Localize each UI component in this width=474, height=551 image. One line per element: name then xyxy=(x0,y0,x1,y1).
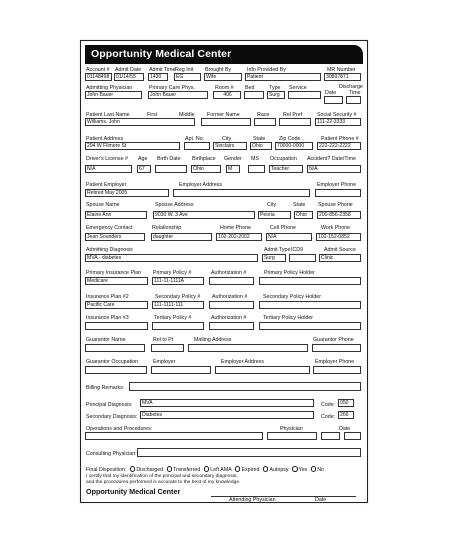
icd9-field[interactable] xyxy=(289,254,316,262)
secondary-holder-field[interactable] xyxy=(259,301,361,309)
age-label: Age xyxy=(138,156,148,162)
discharge-time-label: Time xyxy=(349,90,361,96)
emergency-contact-field[interactable]: Jean Sounders xyxy=(85,233,145,241)
type-field[interactable]: Surg xyxy=(267,91,285,99)
employer-address-label: Employer Address xyxy=(179,182,222,188)
admit-type-field[interactable]: Surg xyxy=(262,254,286,262)
account-label: Account # xyxy=(86,67,110,73)
apt-label: Apt. No. xyxy=(185,136,205,142)
home-phone-label: Home Phone xyxy=(220,225,251,231)
relationship-label: Relationship xyxy=(152,225,182,231)
guarantor-name-field[interactable] xyxy=(85,344,145,352)
rel-to-pt-label: Rel to Pt xyxy=(153,337,174,343)
discharge-date-label: Date xyxy=(325,90,337,96)
primary-auth-field[interactable] xyxy=(209,277,254,285)
ssn-field[interactable]: 111-22-3333 xyxy=(315,118,361,126)
middle-name-label: Middle xyxy=(179,112,195,118)
tertiary-policy-label: Tertiary Policy # xyxy=(154,315,192,321)
service-field[interactable] xyxy=(288,91,321,99)
secondary-diagnosis-field[interactable]: Diabetes xyxy=(140,411,314,419)
disposition-row xyxy=(86,466,324,473)
service-label: Service xyxy=(289,85,307,91)
home-phone-field[interactable]: 102-202-2002 xyxy=(216,233,262,241)
principal-code-label: Code: xyxy=(321,402,336,408)
drivers-license-label: Driver's License # xyxy=(86,156,128,162)
yes-radio[interactable] xyxy=(292,466,298,472)
guarantor-employer-label: Employer xyxy=(153,359,176,365)
operations-date-label: Date xyxy=(339,426,351,432)
patient-employer-field[interactable]: Retired May 2005 xyxy=(85,189,169,197)
yes-option: Yes xyxy=(298,467,308,473)
emergency-contact-label: Emergency Contact xyxy=(86,225,133,231)
guarantor-employer-phone-field[interactable] xyxy=(313,366,361,374)
spouse-state-label: State xyxy=(293,202,306,208)
work-phone-label: Work Phone xyxy=(321,225,351,231)
spouse-state-field[interactable]: Ohio xyxy=(294,211,313,219)
billing-remarks-field[interactable] xyxy=(129,382,361,391)
accident-field[interactable]: N/A xyxy=(307,165,361,173)
first-name-label: First xyxy=(147,112,158,118)
employer-address-field[interactable] xyxy=(173,189,310,197)
guarantor-employer-field[interactable] xyxy=(151,366,211,374)
discharge-label: Discharge xyxy=(339,84,363,90)
age-field[interactable]: 67 xyxy=(137,165,151,173)
patient-phone-label: Patient Phone # xyxy=(321,136,359,142)
birthplace-field[interactable]: Ohio xyxy=(191,165,221,173)
bed-label: Bed xyxy=(245,85,255,91)
admit-time-label: Admit Time xyxy=(149,67,176,73)
footer-org-name: Opportunity Medical Center xyxy=(86,487,181,496)
billing-remarks-label: Billing Remarks: xyxy=(86,385,125,391)
attending-physician-label: Attending Physician xyxy=(229,497,276,503)
operations-date-field[interactable] xyxy=(321,432,340,440)
patient-name-field[interactable]: Williams, John xyxy=(85,118,195,126)
birthplace-label: Birthplace xyxy=(192,156,216,162)
info-provided-label: Info Provided By xyxy=(247,67,286,73)
principal-diagnosis-label: Principal Diagnosis: xyxy=(86,402,133,408)
tertiary-holder-field[interactable] xyxy=(259,322,361,330)
ms-label: MS xyxy=(251,156,259,162)
mr-number-label: MR Number xyxy=(327,67,356,73)
rel-pref-field[interactable] xyxy=(279,118,311,126)
admit-date-field[interactable]: 01/14/55 xyxy=(114,73,144,81)
former-name-label: Former Name xyxy=(207,112,240,118)
occupation-label: Occupation xyxy=(270,156,297,162)
discharged-option: Discharged xyxy=(136,467,164,473)
autopsy-option: Autopsy xyxy=(269,467,289,473)
guarantor-occupation-field[interactable] xyxy=(85,366,147,374)
insurance-3-label: Insurance Plan #3 xyxy=(86,315,129,321)
principal-diagnosis-field[interactable]: MVA xyxy=(140,399,314,407)
patient-phone-field[interactable]: 222-222-2222 xyxy=(317,142,361,150)
signature-date-label: Date xyxy=(315,497,327,503)
insurance-2-field[interactable]: Pacific Care xyxy=(85,301,148,309)
brought-by-label: Brought By xyxy=(205,67,232,73)
secondary-policy-field[interactable]: 111-1111-111 xyxy=(152,301,204,309)
expired-radio[interactable] xyxy=(235,466,241,472)
discharged-radio[interactable] xyxy=(130,466,136,472)
spouse-phone-label: Spouse Phone xyxy=(318,202,353,208)
guarantor-occupation-label: Guarantor Occupation xyxy=(86,359,139,365)
spouse-city-label: City xyxy=(267,202,277,208)
guarantor-phone-field[interactable] xyxy=(312,344,361,352)
admit-time-field[interactable]: 1430 xyxy=(148,73,168,81)
brought-by-field[interactable]: Wife xyxy=(204,73,242,81)
city-field[interactable]: Sinclairs xyxy=(213,142,247,150)
room-field[interactable]: 406 xyxy=(213,91,241,99)
admit-date-label: Admit Date xyxy=(115,67,142,73)
account-field[interactable]: 01148498 xyxy=(85,73,112,81)
principal-code-field[interactable]: 050 xyxy=(338,399,354,407)
patient-employer-label: Patient Employer xyxy=(86,182,127,188)
patient-address-label: Patient Address xyxy=(86,136,124,142)
spouse-address-label: Spouse Address xyxy=(155,202,194,208)
zip-label: Zip Code xyxy=(279,136,301,142)
operations-date-field-2[interactable] xyxy=(344,432,361,440)
no-option: No xyxy=(317,467,324,473)
left-ama-option: Left AMA xyxy=(210,467,232,473)
gender-label: Gender xyxy=(224,156,242,162)
primary-insurance-field[interactable]: Medicare xyxy=(85,277,148,285)
secondary-holder-label: Secondary Policy Holder xyxy=(263,294,321,300)
bed-field[interactable] xyxy=(244,91,264,99)
consulting-physician-label: Consulting Physician: xyxy=(86,451,137,457)
disposition-label: Final Disposition: xyxy=(86,467,127,473)
admit-source-label: Admit Source xyxy=(324,247,356,253)
operations-field[interactable] xyxy=(85,432,263,440)
spouse-name-field[interactable]: Elaine Ann xyxy=(85,211,147,219)
primary-insurance-label: Primary Insurance Plan xyxy=(86,270,142,276)
primary-policy-field[interactable]: 111-11-1111A xyxy=(152,277,204,285)
admit-source-field[interactable]: Clinic xyxy=(319,254,361,262)
room-label: Room # xyxy=(215,85,234,91)
reg-init-label: Reg Init xyxy=(175,67,194,73)
ms-field[interactable] xyxy=(248,165,265,173)
expired-option: Expired xyxy=(241,467,260,473)
admitting-physician-label: Admitting Physician xyxy=(86,85,133,91)
mailing-address-field[interactable] xyxy=(188,344,308,352)
certify-line-1: I certify that my identification of the principal and secondary diagnosis, xyxy=(86,474,238,479)
birth-date-label: Birth Date xyxy=(157,156,181,162)
insurance-3-field[interactable] xyxy=(85,322,148,330)
mr-number-field[interactable]: 30897871 xyxy=(324,73,361,81)
former-name-field[interactable] xyxy=(201,118,251,126)
apt-field[interactable] xyxy=(184,142,210,150)
tertiary-auth-label: Authorization # xyxy=(211,315,247,321)
admitting-physician-field[interactable]: John Bauer xyxy=(85,91,142,99)
rel-to-pt-field[interactable] xyxy=(151,344,184,352)
medical-admission-form xyxy=(80,40,368,503)
operations-physician-field[interactable] xyxy=(267,432,317,440)
cell-phone-field[interactable]: N/A xyxy=(266,233,312,241)
work-phone-field[interactable]: 102-152-0852 xyxy=(316,233,361,241)
consulting-physician-field[interactable] xyxy=(137,448,361,457)
form-title: Opportunity Medical Center xyxy=(91,48,232,60)
icd9-label: ICD9 xyxy=(291,247,304,253)
transferred-option: Transferred xyxy=(173,467,201,473)
secondary-diagnosis-label: Secondary Diagnosis: xyxy=(86,414,138,420)
race-label: Race xyxy=(257,112,270,118)
drivers-license-field[interactable]: N/A xyxy=(85,165,132,173)
secondary-code-label: Code: xyxy=(321,414,336,420)
operations-physician-label: Physician xyxy=(280,426,303,432)
primary-holder-field[interactable] xyxy=(259,277,361,285)
secondary-auth-label: Authorization # xyxy=(212,294,248,300)
type-label: Type xyxy=(269,85,281,91)
occupation-field[interactable]: Teacher xyxy=(269,165,303,173)
primary-holder-label: Primary Policy Holder xyxy=(264,270,315,276)
form-title-bar xyxy=(85,45,363,64)
last-name-label: Patient Last Name xyxy=(86,112,130,118)
primary-care-field[interactable]: John Bauer xyxy=(148,91,208,99)
primary-policy-label: Primary Policy # xyxy=(153,270,192,276)
city-label: City xyxy=(222,136,232,142)
ssn-label: Social Security # xyxy=(317,112,357,118)
discharge-time-field[interactable] xyxy=(346,96,361,104)
spouse-address-field[interactable]: 9030 W. 3 Ave xyxy=(153,211,255,219)
guarantor-phone-label: Guarantor Phone xyxy=(313,337,354,343)
rel-pref-label: Rel Pref xyxy=(283,112,303,118)
primary-care-label: Primary Care Phys. xyxy=(149,85,195,91)
discharge-date-field[interactable] xyxy=(324,96,343,104)
patient-address-field[interactable]: 294 W Filmore St xyxy=(85,142,180,150)
mailing-address-label: Mailing Address xyxy=(194,337,232,343)
secondary-code-field[interactable]: 266 xyxy=(338,411,354,419)
zip-field[interactable]: 70000-0000 xyxy=(275,142,313,150)
spouse-city-field[interactable]: Peoria xyxy=(258,211,291,219)
operations-label: Operations and Procedures: xyxy=(86,426,153,432)
secondary-policy-label: Secondary Policy # xyxy=(155,294,201,300)
race-field[interactable] xyxy=(254,118,276,126)
birth-date-field[interactable] xyxy=(155,165,187,173)
insurance-2-label: Insurance Plan #2 xyxy=(86,294,129,300)
state-field[interactable]: Ohio xyxy=(250,142,272,150)
state-label: State xyxy=(253,136,266,142)
reg-init-field[interactable]: EG xyxy=(174,73,201,81)
relationship-field[interactable]: daughter xyxy=(151,233,212,241)
tertiary-auth-field[interactable] xyxy=(209,322,254,330)
gender-field[interactable]: M xyxy=(226,165,240,173)
cell-phone-label: Cell Phone xyxy=(270,225,296,231)
tertiary-holder-label: Tertiary Policy Holder xyxy=(263,315,314,321)
left-ama-radio[interactable] xyxy=(204,466,210,472)
primary-auth-label: Authorization # xyxy=(211,270,247,276)
accident-label: Accident? Date/Time xyxy=(307,156,356,162)
employer-phone-field[interactable] xyxy=(315,189,361,197)
spouse-phone-field[interactable]: 200-856-2358 xyxy=(317,211,361,219)
guarantor-name-label: Guarantor Name xyxy=(86,337,126,343)
admit-type-label: Admit Type xyxy=(264,247,291,253)
employer-phone-label: Employer Phone xyxy=(317,182,357,188)
no-radio[interactable] xyxy=(311,466,317,472)
spouse-name-label: Spouse Name xyxy=(86,202,120,208)
autopsy-radio[interactable] xyxy=(263,466,269,472)
guarantor-employer-phone-label: Employer Phone xyxy=(315,359,355,365)
guarantor-employer-address-field[interactable] xyxy=(215,366,310,374)
secondary-auth-field[interactable] xyxy=(209,301,254,309)
admitting-diagnosis-field[interactable]: MVA - diabetes xyxy=(85,254,258,262)
tertiary-policy-field[interactable] xyxy=(152,322,204,330)
certify-line-2: and the procedures performed is accurate to the best of my knowledge. xyxy=(86,480,241,485)
guarantor-employer-address-label: Employer Address xyxy=(221,359,264,365)
info-provided-field[interactable]: Patient xyxy=(245,73,321,81)
transferred-radio[interactable] xyxy=(167,466,173,472)
admitting-diagnosis-label: Admitting Diagnosis xyxy=(86,247,133,253)
